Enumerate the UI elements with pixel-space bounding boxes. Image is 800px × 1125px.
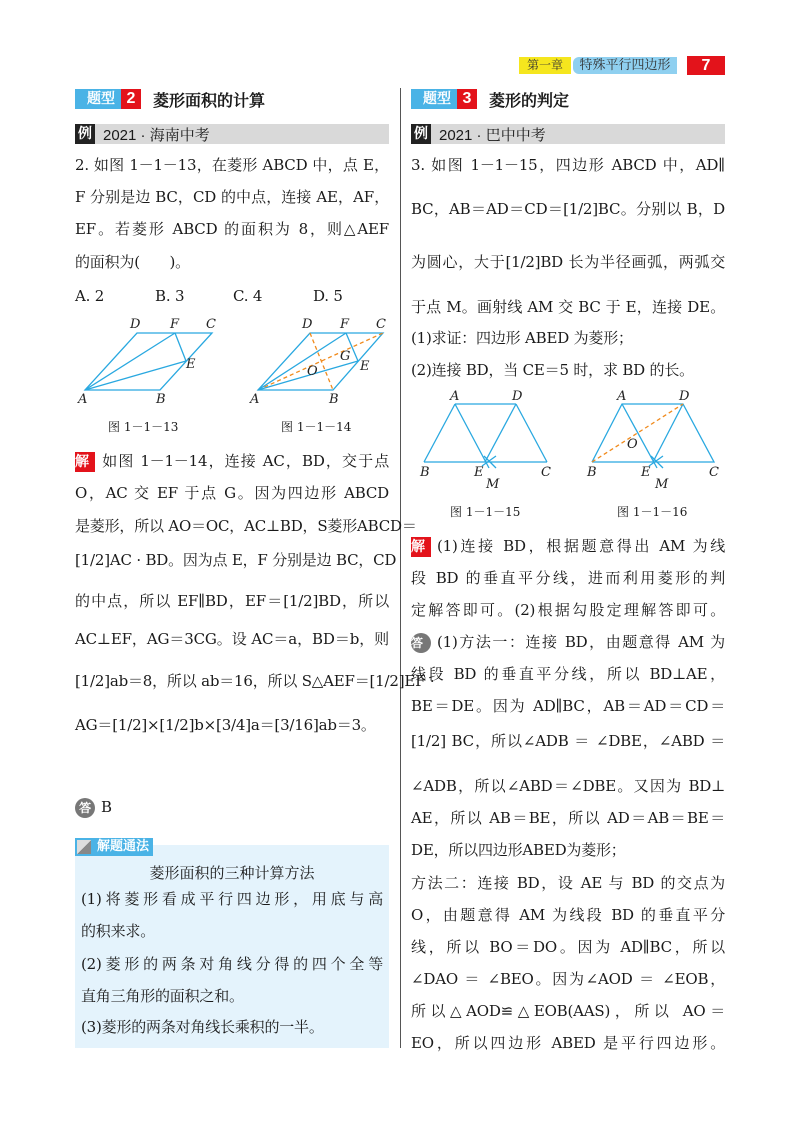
tip-tag-label: 解题通法 — [97, 839, 150, 854]
chapter-label: 第一章 — [519, 57, 571, 74]
figure-caption: 图 1－1－16 — [617, 505, 688, 519]
text-line — [411, 936, 725, 958]
line-text: (2)菱形的两条对角线分得的四个全等 — [81, 955, 383, 973]
line-text: 的面积为( )。 — [75, 253, 190, 271]
text-line — [75, 251, 389, 273]
line-text: 的积来求。 — [81, 922, 156, 940]
figure-1-1-15 — [424, 404, 547, 468]
text-line — [81, 888, 383, 910]
line-text: 如图 1－1－14，连接 AC，BD，交于点 — [101, 452, 389, 470]
text-line — [411, 359, 725, 381]
text-line — [411, 567, 725, 589]
text-line — [75, 628, 389, 650]
text-line — [411, 968, 725, 990]
chapter-title: 特殊平行四边形 — [573, 57, 677, 74]
svg-text:C: C — [709, 465, 719, 480]
line-text: ∠DAO ＝ ∠BEO。因为∠AOD ＝ ∠EOB， — [411, 970, 725, 988]
text-line — [411, 251, 725, 273]
answer-value: B — [101, 798, 112, 816]
solution-badge: 解 — [75, 452, 95, 472]
line-text: 定解答即可。(2)根据勾股定理解答即可。 — [411, 601, 725, 619]
line-text: F 分别是边 BC，CD 的中点，连接 AE，AF， — [75, 188, 389, 206]
svg-text:D: D — [130, 317, 141, 332]
topic-tag: 题型 — [411, 89, 457, 109]
corner-icon — [77, 840, 91, 854]
line-text: 线段 BD 的垂直平分线，所以 BD⊥AE， — [411, 665, 725, 683]
text-line — [81, 920, 383, 942]
svg-text:D: D — [679, 389, 690, 404]
line-text: 2. 如图 1－1－13，在菱形 ABCD 中，点 E， — [75, 156, 389, 174]
text-line — [81, 985, 383, 1007]
line-text: (2)连接 BD，当 CE＝5 时，求 BD 的长。 — [411, 361, 694, 379]
svg-text:B: B — [587, 465, 597, 480]
line-text: (1)方法一：连接 BD，由题意得 AM 为 — [437, 633, 725, 651]
line-text: 所以△AOD≌△EOB(AAS)，所以 AO＝ — [411, 1002, 725, 1020]
text-line — [75, 450, 389, 472]
svg-text:C: C — [206, 317, 216, 332]
line-text: EF。若菱形 ABCD 的面积为 8，则△AEF — [75, 220, 389, 238]
text-line — [75, 549, 397, 571]
line-text: AE，所以 AB＝BE，所以 AD＝AB＝BE＝ — [411, 809, 725, 827]
svg-text:A: A — [250, 392, 260, 407]
text-line — [75, 714, 389, 736]
figure-caption: 图 1－1－15 — [450, 505, 521, 519]
text-line — [411, 663, 725, 685]
answer-badge: 答 — [75, 798, 95, 818]
topic-number: 3 — [457, 89, 477, 109]
text-line — [411, 839, 725, 861]
line-text: AG＝[1/2]×[1/2]b×[3/4]a＝[3/16]ab＝3。 — [75, 716, 376, 734]
svg-text:F: F — [170, 317, 180, 332]
text-line — [81, 953, 383, 975]
text-line — [411, 198, 725, 220]
text-line — [75, 218, 389, 240]
line-text: DE，所以四边形ABED为菱形； — [411, 841, 626, 859]
text-line — [75, 515, 417, 537]
text-line — [75, 670, 435, 692]
line-text: BE＝DE。因为 AD∥BC，AB＝AD＝CD＝ — [411, 697, 725, 715]
line-text: 段 BD 的垂直平分线，进而利用菱形的判 — [411, 569, 725, 587]
text-line — [75, 590, 389, 612]
text-line — [411, 154, 725, 176]
page-number: 7 — [687, 56, 725, 75]
line-text: [1/2] BC，所以∠ADB ＝ ∠DBE，∠ABD ＝ — [411, 732, 725, 750]
text-line — [81, 1016, 383, 1038]
svg-text:A: A — [78, 392, 88, 407]
text-line — [411, 1032, 725, 1054]
svg-text:M: M — [486, 477, 500, 492]
line-text: 线，所以 BO＝DO。因为 AD∥BC，所以 — [411, 938, 725, 956]
line-text: 是菱形，所以 AO＝OC，AC⊥BD，S菱形ABCD＝ — [75, 517, 417, 535]
answer-badge: 答 — [411, 633, 431, 653]
line-text: (1)连接 BD，根据题意得出 AM 为线 — [437, 537, 725, 555]
figure-caption: 图 1－1－14 — [281, 420, 352, 434]
svg-text:C: C — [376, 317, 386, 332]
option-b: B. 3 — [155, 287, 185, 305]
topic-number: 2 — [121, 89, 141, 109]
text-line — [75, 154, 389, 176]
text-line — [411, 535, 725, 557]
svg-text:D: D — [512, 389, 523, 404]
svg-text:G: G — [340, 349, 351, 364]
line-text: O，AC 交 EF 于点 G。因为四边形 ABCD — [75, 484, 389, 502]
svg-text:B: B — [420, 465, 430, 480]
svg-text:E: E — [186, 357, 196, 372]
line-text: 方法二：连接 BD，设 AE 与 BD 的交点为 — [411, 874, 725, 892]
text-line — [411, 775, 725, 797]
line-text: ∠ADB，所以∠ABD＝∠DBE。又因为 BD⊥ — [411, 777, 725, 795]
svg-text:E: E — [360, 359, 370, 374]
solution-badge: 解 — [411, 537, 431, 557]
line-text: 为圆心，大于[1/2]BD 长为半径画弧，两弧交 — [411, 253, 725, 271]
svg-text:A: A — [450, 389, 460, 404]
line-text: 直角三角形的面积之和。 — [81, 987, 244, 1005]
answer-line — [75, 796, 112, 818]
text-line — [411, 1000, 725, 1022]
svg-text:M: M — [655, 477, 669, 492]
text-line — [411, 599, 725, 621]
topic-title: 菱形面积的计算 — [153, 90, 266, 110]
line-text: 于点 M。画射线 AM 交 BC 于 E，连接 DE。 — [411, 298, 725, 316]
example-source: 2021 · 巴中中考 — [439, 126, 546, 144]
option-d: D. 5 — [313, 287, 343, 305]
line-text: AC⊥EF，AG＝3CG。设 AC＝a，BD＝b，则 — [75, 630, 389, 648]
topic-tag: 题型 — [75, 89, 121, 109]
text-line — [75, 482, 389, 504]
example-badge: 例 — [411, 124, 431, 144]
svg-text:D: D — [302, 317, 313, 332]
text-line — [411, 904, 725, 926]
figure-1-1-16 — [592, 404, 714, 468]
line-text: (1)求证：四边形 ABED 为菱形； — [411, 329, 633, 347]
example-badge: 例 — [75, 124, 95, 144]
line-text: 3. 如图 1－1－15，四边形 ABCD 中，AD∥ — [411, 156, 725, 174]
option-a: A. 2 — [75, 287, 105, 305]
method-tip-tag — [75, 838, 153, 856]
svg-text:C: C — [541, 465, 551, 480]
line-text: O，由题意得 AM 为线段 BD 的垂直平分 — [411, 906, 725, 924]
svg-text:E: E — [641, 465, 651, 480]
line-text: (1)将菱形看成平行四边形，用底与高 — [81, 890, 383, 908]
option-c: C. 4 — [233, 287, 263, 305]
svg-text:B: B — [329, 392, 339, 407]
figure-1-1-14-labels — [249, 317, 386, 407]
text-line — [411, 872, 725, 894]
figure-1-1-13-labels — [77, 317, 216, 407]
line-text: BC，AB＝AD＝CD＝[1/2]BC。分别以 B，D — [411, 200, 725, 218]
line-text: EO，所以四边形 ABED 是平行四边形。 — [411, 1034, 725, 1052]
example-source: 2021 · 海南中考 — [103, 126, 210, 144]
svg-text:F: F — [340, 317, 350, 332]
svg-text:O: O — [307, 364, 318, 379]
text-line — [75, 186, 389, 208]
svg-text:O: O — [627, 437, 638, 452]
line-text: 的中点，所以 EF∥BD，EF＝[1/2]BD，所以 — [75, 592, 389, 610]
line-text: [1/2]ab＝8，所以 ab＝16，所以 S△AEF＝[1/2]EF · — [75, 672, 435, 690]
text-line — [411, 296, 725, 318]
svg-text:E: E — [474, 465, 484, 480]
svg-text:B: B — [156, 392, 166, 407]
text-line — [411, 631, 725, 653]
topic-title: 菱形的判定 — [489, 90, 570, 110]
text-line — [411, 695, 725, 717]
svg-text:A: A — [617, 389, 627, 404]
text-line — [411, 730, 725, 752]
text-line — [411, 327, 725, 349]
line-text: [1/2]AC · BD。因为点 E，F 分别是边 BC，CD — [75, 551, 397, 569]
figure-caption: 图 1－1－13 — [108, 420, 179, 434]
line-text: (3)菱形的两条对角线长乘积的一半。 — [81, 1018, 324, 1036]
tip-title: 菱形面积的三种计算方法 — [149, 864, 315, 882]
text-line — [411, 807, 725, 829]
